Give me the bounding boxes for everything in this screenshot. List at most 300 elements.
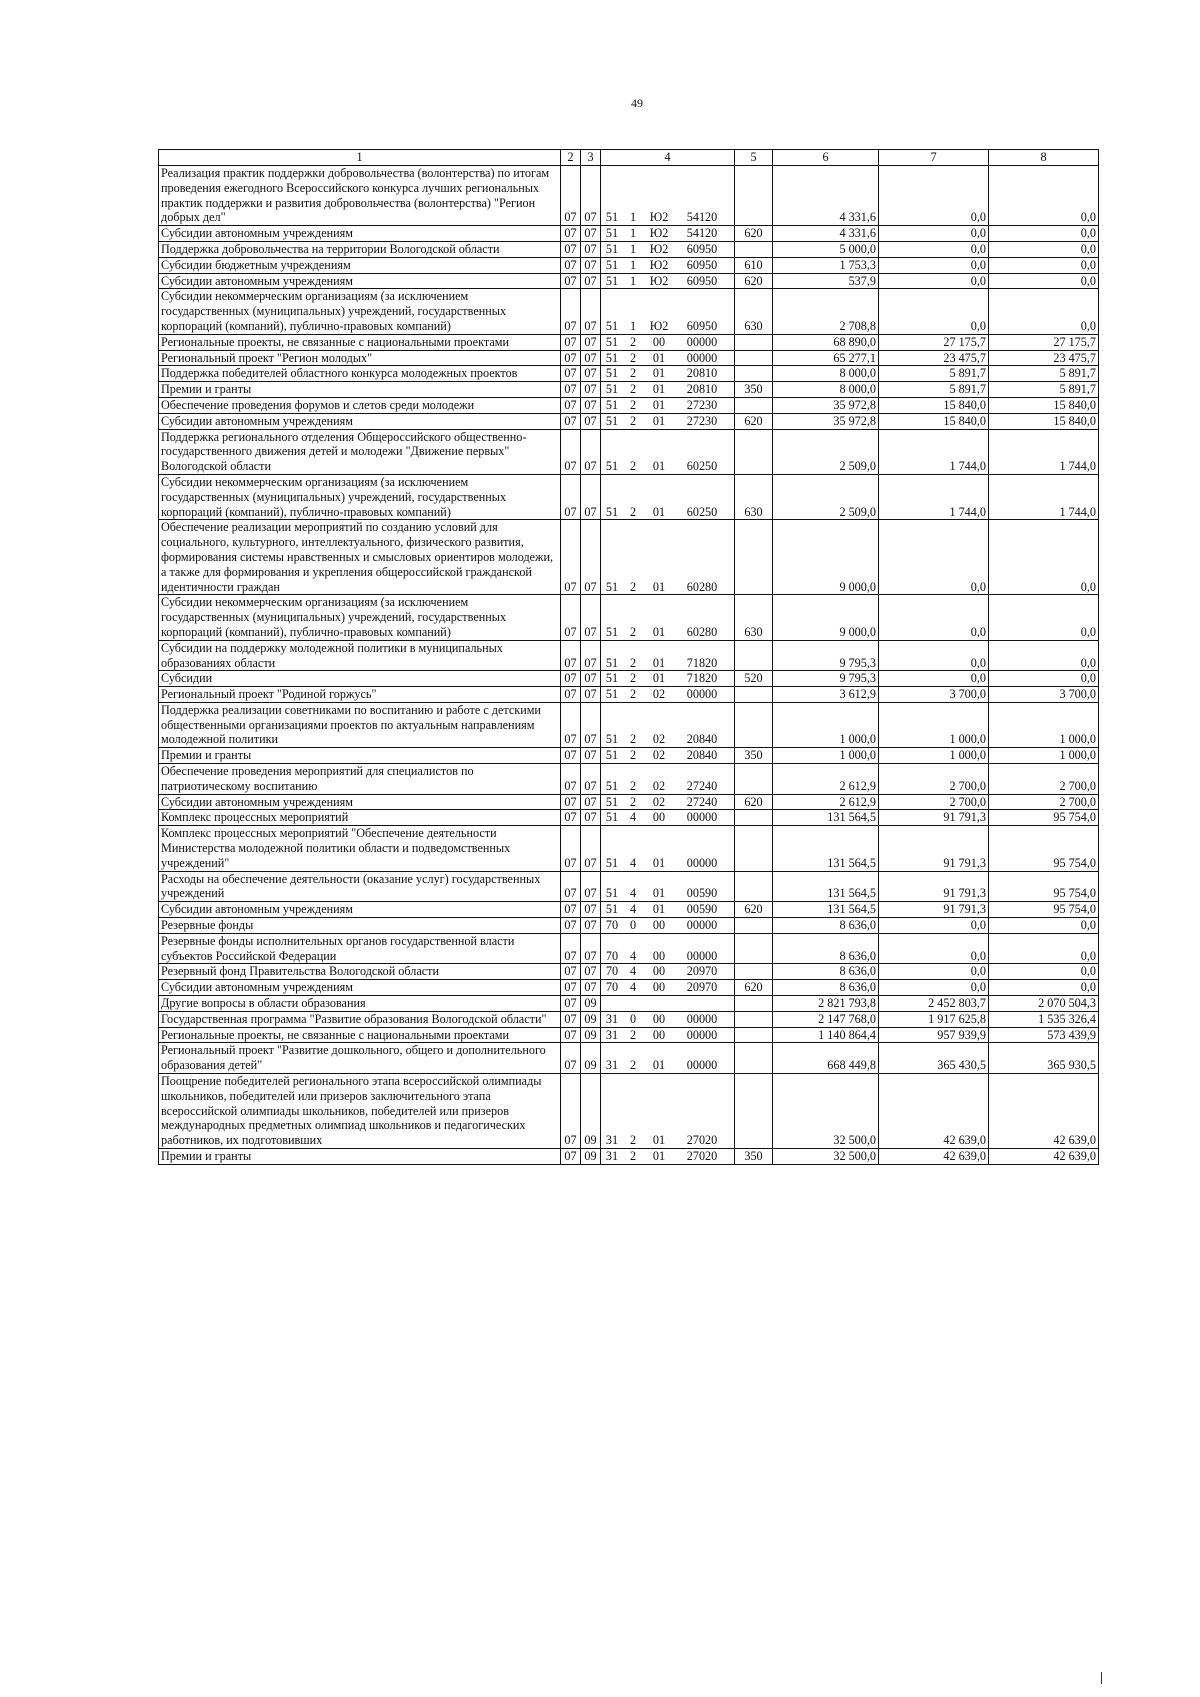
row-amount-6: 1 000,0 xyxy=(773,702,879,747)
row-amount-6: 35 972,8 xyxy=(773,413,879,429)
target-article-project: 02 xyxy=(652,778,666,793)
row-amount-6: 35 972,8 xyxy=(773,397,879,413)
target-article-direction: 60250 xyxy=(686,459,718,474)
row-amount-6: 8 636,0 xyxy=(773,964,879,980)
row-subsection-code: 07 xyxy=(581,273,601,289)
target-article-direction: 20810 xyxy=(686,366,718,381)
row-target-article xyxy=(601,902,735,918)
row-target-article xyxy=(601,1074,735,1149)
row-name: Другие вопросы в области образования xyxy=(159,996,561,1012)
row-section-code: 07 xyxy=(561,1043,581,1074)
target-article-direction: 27240 xyxy=(686,794,718,809)
row-target-article xyxy=(601,520,735,595)
row-expense-type xyxy=(735,1027,773,1043)
target-article-program: 31 xyxy=(605,1011,619,1026)
target-article-direction: 27230 xyxy=(686,413,718,428)
row-target-article xyxy=(601,257,735,273)
table-row xyxy=(159,366,1099,382)
row-target-article xyxy=(601,1043,735,1074)
row-amount-6: 9 000,0 xyxy=(773,595,879,640)
row-subsection-code: 07 xyxy=(581,241,601,257)
target-article-program: 51 xyxy=(605,334,619,349)
row-target-article xyxy=(601,350,735,366)
row-amount-8: 27 175,7 xyxy=(989,334,1099,350)
row-subsection-code: 07 xyxy=(581,918,601,934)
target-article-type: 2 xyxy=(629,579,637,594)
row-subsection-code: 07 xyxy=(581,980,601,996)
row-target-article xyxy=(601,413,735,429)
target-article-type: 2 xyxy=(629,1133,637,1148)
row-target-article xyxy=(601,334,735,350)
row-amount-7: 23 475,7 xyxy=(879,350,989,366)
row-name: Обеспечение реализации мероприятий по созданию условий для социального, культурного, интеллектуального, физического развития, формирования системы нравственных и смысловых ориентиров молодежи, а также для формирования и укрепления общероссийской гражданской идентичности граждан xyxy=(159,520,561,595)
row-subsection-code: 07 xyxy=(581,226,601,242)
table-row xyxy=(159,1074,1099,1149)
row-name: Субсидии автономным учреждениям xyxy=(159,794,561,810)
row-amount-7: 0,0 xyxy=(879,520,989,595)
table-row xyxy=(159,902,1099,918)
target-article-direction: 00000 xyxy=(686,334,718,349)
row-expense-type: 630 xyxy=(735,289,773,334)
row-expense-type xyxy=(735,334,773,350)
table-row xyxy=(159,687,1099,703)
row-amount-8: 1 744,0 xyxy=(989,429,1099,474)
target-article-project: 01 xyxy=(652,459,666,474)
target-article-program: 51 xyxy=(605,504,619,519)
row-amount-8: 1 000,0 xyxy=(989,748,1099,764)
target-article-program: 51 xyxy=(605,655,619,670)
row-target-article xyxy=(601,226,735,242)
row-section-code: 07 xyxy=(561,595,581,640)
table-row xyxy=(159,826,1099,871)
row-target-article xyxy=(601,429,735,474)
target-article-project: 00 xyxy=(652,1027,666,1042)
target-article-program: 51 xyxy=(605,350,619,365)
row-subsection-code: 07 xyxy=(581,289,601,334)
row-target-article xyxy=(601,810,735,826)
row-section-code: 07 xyxy=(561,366,581,382)
target-article-program: 70 xyxy=(605,948,619,963)
row-name: Региональный проект "Регион молодых" xyxy=(159,350,561,366)
column-header: 1 xyxy=(159,150,561,166)
table-row xyxy=(159,871,1099,902)
row-amount-6: 4 331,6 xyxy=(773,226,879,242)
target-article-direction: 20810 xyxy=(686,382,718,397)
row-subsection-code: 09 xyxy=(581,1027,601,1043)
row-amount-8: 573 439,9 xyxy=(989,1027,1099,1043)
row-amount-6: 131 564,5 xyxy=(773,871,879,902)
row-amount-6: 9 000,0 xyxy=(773,520,879,595)
target-article-project: Ю2 xyxy=(649,226,669,241)
target-article-type: 2 xyxy=(629,366,637,381)
row-expense-type: 620 xyxy=(735,902,773,918)
row-section-code: 07 xyxy=(561,226,581,242)
row-target-article xyxy=(601,595,735,640)
table-row xyxy=(159,764,1099,795)
row-amount-6: 9 795,3 xyxy=(773,671,879,687)
target-article-direction: 71820 xyxy=(686,655,718,670)
row-amount-8: 5 891,7 xyxy=(989,382,1099,398)
row-target-article xyxy=(601,980,735,996)
row-amount-7: 0,0 xyxy=(879,226,989,242)
row-name: Резервные фонды xyxy=(159,918,561,934)
target-article-direction: 20970 xyxy=(686,980,718,995)
row-target-article xyxy=(601,366,735,382)
row-target-article xyxy=(601,918,735,934)
target-article-type: 4 xyxy=(629,886,637,901)
row-amount-7: 42 639,0 xyxy=(879,1074,989,1149)
target-article-type: 0 xyxy=(629,1011,637,1026)
table-row xyxy=(159,702,1099,747)
row-expense-type xyxy=(735,241,773,257)
row-amount-8: 0,0 xyxy=(989,226,1099,242)
target-article-direction: 20840 xyxy=(686,732,718,747)
table-row xyxy=(159,980,1099,996)
target-article-type: 2 xyxy=(629,687,637,702)
row-amount-7: 91 791,3 xyxy=(879,902,989,918)
table-row xyxy=(159,964,1099,980)
table-row xyxy=(159,257,1099,273)
row-amount-8: 95 754,0 xyxy=(989,871,1099,902)
row-name: Субсидии некоммерческим организациям (за исключением государственных (муниципальных) учреждений, государственных корпораций (компаний), публично-правовых компаний) xyxy=(159,474,561,519)
target-article-type: 2 xyxy=(629,778,637,793)
target-article-type: 4 xyxy=(629,810,637,825)
row-amount-6: 8 000,0 xyxy=(773,366,879,382)
target-article-type: 4 xyxy=(629,902,637,917)
table-row xyxy=(159,1011,1099,1027)
table-row xyxy=(159,1027,1099,1043)
row-amount-6: 3 612,9 xyxy=(773,687,879,703)
target-article-project: 00 xyxy=(652,1011,666,1026)
row-target-article xyxy=(601,826,735,871)
target-article-direction: 60250 xyxy=(686,504,718,519)
row-subsection-code: 07 xyxy=(581,964,601,980)
target-article-program: 51 xyxy=(605,810,619,825)
row-amount-8: 42 639,0 xyxy=(989,1074,1099,1149)
row-expense-type: 520 xyxy=(735,671,773,687)
target-article-type: 1 xyxy=(629,273,637,288)
table-row xyxy=(159,350,1099,366)
row-amount-8: 0,0 xyxy=(989,289,1099,334)
row-name: Субсидии автономным учреждениям xyxy=(159,902,561,918)
target-article-project: 02 xyxy=(652,748,666,763)
target-article-direction: 00000 xyxy=(686,1011,718,1026)
row-section-code: 07 xyxy=(561,166,581,226)
target-article-type: 2 xyxy=(629,397,637,412)
row-name: Расходы на обеспечение деятельности (оказание услуг) государственных учреждений xyxy=(159,871,561,902)
row-amount-6: 4 331,6 xyxy=(773,166,879,226)
row-name: Региональные проекты, не связанные с национальными проектами xyxy=(159,1027,561,1043)
row-name: Резервные фонды исполнительных органов государственной власти субъектов Российской Федерации xyxy=(159,933,561,964)
row-amount-8: 95 754,0 xyxy=(989,810,1099,826)
row-section-code: 07 xyxy=(561,334,581,350)
row-subsection-code: 07 xyxy=(581,640,601,671)
target-article-project: 01 xyxy=(652,1058,666,1073)
target-article-type: 2 xyxy=(629,624,637,639)
row-amount-6: 2 612,9 xyxy=(773,794,879,810)
row-section-code: 07 xyxy=(561,257,581,273)
target-article-type: 2 xyxy=(629,1149,637,1163)
row-amount-6: 131 564,5 xyxy=(773,810,879,826)
row-section-code: 07 xyxy=(561,241,581,257)
row-amount-7: 5 891,7 xyxy=(879,366,989,382)
row-amount-7: 0,0 xyxy=(879,241,989,257)
row-expense-type: 630 xyxy=(735,474,773,519)
column-header: 7 xyxy=(879,150,989,166)
target-article-program: 51 xyxy=(605,671,619,686)
row-target-article xyxy=(601,964,735,980)
target-article-program: 31 xyxy=(605,1149,619,1163)
row-expense-type xyxy=(735,764,773,795)
target-article-project: 00 xyxy=(652,334,666,349)
row-amount-7: 0,0 xyxy=(879,640,989,671)
row-section-code: 07 xyxy=(561,810,581,826)
row-amount-7: 0,0 xyxy=(879,595,989,640)
row-amount-8: 2 700,0 xyxy=(989,764,1099,795)
target-article-direction: 27240 xyxy=(686,778,718,793)
row-section-code: 07 xyxy=(561,350,581,366)
row-subsection-code: 07 xyxy=(581,334,601,350)
target-article-direction: 71820 xyxy=(686,671,718,686)
row-amount-8: 365 930,5 xyxy=(989,1043,1099,1074)
row-target-article xyxy=(601,474,735,519)
row-target-article xyxy=(601,397,735,413)
target-article-program: 70 xyxy=(605,918,619,933)
row-section-code: 07 xyxy=(561,1074,581,1149)
target-article-program: 51 xyxy=(605,226,619,241)
row-amount-8: 1 744,0 xyxy=(989,474,1099,519)
row-target-article xyxy=(601,996,735,1012)
target-article-project: 00 xyxy=(652,918,666,933)
row-subsection-code: 07 xyxy=(581,413,601,429)
row-target-article xyxy=(601,1027,735,1043)
target-article-program: 51 xyxy=(605,382,619,397)
row-section-code: 07 xyxy=(561,702,581,747)
target-article-type: 1 xyxy=(629,257,637,272)
row-amount-6: 32 500,0 xyxy=(773,1149,879,1165)
target-article-project: 01 xyxy=(652,1133,666,1148)
target-article-direction: 00000 xyxy=(686,350,718,365)
target-article-type: 2 xyxy=(629,748,637,763)
row-subsection-code: 07 xyxy=(581,902,601,918)
row-name: Субсидии автономным учреждениям xyxy=(159,226,561,242)
row-amount-7: 2 452 803,7 xyxy=(879,996,989,1012)
table-row xyxy=(159,1149,1099,1165)
row-amount-8: 0,0 xyxy=(989,273,1099,289)
target-article-project: 01 xyxy=(652,350,666,365)
row-amount-8: 3 700,0 xyxy=(989,687,1099,703)
target-article-program: 51 xyxy=(605,687,619,702)
target-article-type: 1 xyxy=(629,318,637,333)
target-article-project: 00 xyxy=(652,964,666,979)
row-name: Поддержка регионального отделения Общероссийского общественно-государственного движения детей и молодежи "Движение первых" Вологодской области xyxy=(159,429,561,474)
row-amount-6: 1 000,0 xyxy=(773,748,879,764)
target-article-direction: 00000 xyxy=(686,687,718,702)
target-article-direction: 00000 xyxy=(686,948,718,963)
row-section-code: 07 xyxy=(561,1011,581,1027)
target-article-program: 51 xyxy=(605,210,619,225)
row-name: Премии и гранты xyxy=(159,382,561,398)
row-expense-type xyxy=(735,166,773,226)
table-row xyxy=(159,429,1099,474)
row-name: Субсидии автономным учреждениям xyxy=(159,413,561,429)
row-amount-8: 2 070 504,3 xyxy=(989,996,1099,1012)
row-amount-7: 0,0 xyxy=(879,166,989,226)
target-article-project: Ю2 xyxy=(649,273,669,288)
row-name: Региональный проект "Родиной горжусь" xyxy=(159,687,561,703)
target-article-direction: 27020 xyxy=(686,1133,718,1148)
row-subsection-code: 07 xyxy=(581,871,601,902)
table-row xyxy=(159,474,1099,519)
row-subsection-code: 09 xyxy=(581,1074,601,1149)
row-amount-8: 0,0 xyxy=(989,671,1099,687)
table-row xyxy=(159,933,1099,964)
table-row xyxy=(159,918,1099,934)
table-row xyxy=(159,595,1099,640)
row-subsection-code: 07 xyxy=(581,397,601,413)
row-amount-6: 2 821 793,8 xyxy=(773,996,879,1012)
target-article-program: 51 xyxy=(605,886,619,901)
row-section-code: 07 xyxy=(561,918,581,934)
row-amount-6: 2 612,9 xyxy=(773,764,879,795)
target-article-project: 01 xyxy=(652,579,666,594)
row-expense-type xyxy=(735,996,773,1012)
row-expense-type xyxy=(735,366,773,382)
table-row xyxy=(159,413,1099,429)
row-name: Государственная программа "Развитие образования Вологодской области" xyxy=(159,1011,561,1027)
row-amount-8: 2 700,0 xyxy=(989,794,1099,810)
row-name: Резервный фонд Правительства Вологодской области xyxy=(159,964,561,980)
row-amount-7: 1 917 625,8 xyxy=(879,1011,989,1027)
target-article-type: 2 xyxy=(629,732,637,747)
row-amount-7: 42 639,0 xyxy=(879,1149,989,1165)
row-expense-type xyxy=(735,429,773,474)
row-amount-7: 91 791,3 xyxy=(879,826,989,871)
table-row xyxy=(159,748,1099,764)
row-subsection-code: 07 xyxy=(581,810,601,826)
row-target-article xyxy=(601,1011,735,1027)
column-header: 6 xyxy=(773,150,879,166)
column-header: 3 xyxy=(581,150,601,166)
row-section-code: 07 xyxy=(561,429,581,474)
row-amount-8: 0,0 xyxy=(989,933,1099,964)
row-section-code: 07 xyxy=(561,289,581,334)
row-amount-8: 0,0 xyxy=(989,520,1099,595)
row-amount-8: 0,0 xyxy=(989,166,1099,226)
row-amount-6: 537,9 xyxy=(773,273,879,289)
target-article-program: 51 xyxy=(605,397,619,412)
target-article-type: 2 xyxy=(629,655,637,670)
row-section-code: 07 xyxy=(561,1027,581,1043)
row-amount-6: 68 890,0 xyxy=(773,334,879,350)
row-name: Субсидии некоммерческим организациям (за исключением государственных (муниципальных) учреждений, государственных корпораций (компаний), публично-правовых компаний) xyxy=(159,595,561,640)
target-article-project: 01 xyxy=(652,655,666,670)
target-article-type: 4 xyxy=(629,980,637,995)
target-article-program: 70 xyxy=(605,980,619,995)
target-article-type: 2 xyxy=(629,413,637,428)
row-expense-type xyxy=(735,1043,773,1074)
row-subsection-code: 07 xyxy=(581,429,601,474)
row-amount-6: 2 509,0 xyxy=(773,429,879,474)
row-target-article xyxy=(601,166,735,226)
row-target-article xyxy=(601,702,735,747)
row-expense-type xyxy=(735,1074,773,1149)
row-expense-type xyxy=(735,702,773,747)
row-amount-6: 2 708,8 xyxy=(773,289,879,334)
row-subsection-code: 07 xyxy=(581,366,601,382)
row-name: Комплекс процессных мероприятий xyxy=(159,810,561,826)
row-subsection-code: 07 xyxy=(581,474,601,519)
row-subsection-code: 07 xyxy=(581,933,601,964)
row-expense-type xyxy=(735,1011,773,1027)
target-article-program: 51 xyxy=(605,273,619,288)
row-amount-8: 95 754,0 xyxy=(989,902,1099,918)
row-amount-7: 1 000,0 xyxy=(879,702,989,747)
row-subsection-code: 09 xyxy=(581,996,601,1012)
table-row xyxy=(159,289,1099,334)
row-name: Субсидии xyxy=(159,671,561,687)
target-article-program: 70 xyxy=(605,964,619,979)
row-amount-6: 32 500,0 xyxy=(773,1074,879,1149)
target-article-type: 4 xyxy=(629,948,637,963)
row-target-article xyxy=(601,933,735,964)
table-row xyxy=(159,226,1099,242)
row-section-code: 07 xyxy=(561,671,581,687)
target-article-project: 02 xyxy=(652,687,666,702)
row-subsection-code: 07 xyxy=(581,687,601,703)
row-expense-type xyxy=(735,871,773,902)
row-amount-6: 5 000,0 xyxy=(773,241,879,257)
row-name: Обеспечение проведения мероприятий для специалистов по патриотическому воспитанию xyxy=(159,764,561,795)
row-amount-8: 1 000,0 xyxy=(989,702,1099,747)
target-article-type: 1 xyxy=(629,210,637,225)
row-amount-7: 957 939,9 xyxy=(879,1027,989,1043)
row-amount-8: 5 891,7 xyxy=(989,366,1099,382)
target-article-program: 51 xyxy=(605,318,619,333)
target-article-direction: 60280 xyxy=(686,624,718,639)
row-subsection-code: 07 xyxy=(581,257,601,273)
column-header: 8 xyxy=(989,150,1099,166)
row-section-code: 07 xyxy=(561,871,581,902)
row-amount-7: 1 744,0 xyxy=(879,474,989,519)
row-section-code: 07 xyxy=(561,748,581,764)
row-target-article xyxy=(601,748,735,764)
row-amount-7: 0,0 xyxy=(879,257,989,273)
row-amount-8: 0,0 xyxy=(989,640,1099,671)
target-article-program: 31 xyxy=(605,1027,619,1042)
table-body xyxy=(159,166,1099,1165)
target-article-type: 2 xyxy=(629,794,637,809)
row-name: Комплекс процессных мероприятий "Обеспечение деятельности Министерства молодежной политики области и подведомственных учреждений" xyxy=(159,826,561,871)
target-article-direction: 60950 xyxy=(686,318,718,333)
row-target-article xyxy=(601,871,735,902)
row-section-code: 07 xyxy=(561,826,581,871)
target-article-direction: 00590 xyxy=(686,886,718,901)
row-amount-7: 15 840,0 xyxy=(879,397,989,413)
target-article-program: 51 xyxy=(605,413,619,428)
target-article-direction: 54120 xyxy=(686,226,718,241)
row-amount-7: 5 891,7 xyxy=(879,382,989,398)
table-row xyxy=(159,520,1099,595)
row-amount-6: 8 636,0 xyxy=(773,980,879,996)
row-name: Поддержка победителей областного конкурса молодежных проектов xyxy=(159,366,561,382)
target-article-direction: 54120 xyxy=(686,210,718,225)
row-expense-type xyxy=(735,933,773,964)
row-target-article xyxy=(601,671,735,687)
budget-table xyxy=(158,149,1099,1165)
target-article-program: 31 xyxy=(605,1133,619,1148)
row-section-code: 07 xyxy=(561,996,581,1012)
